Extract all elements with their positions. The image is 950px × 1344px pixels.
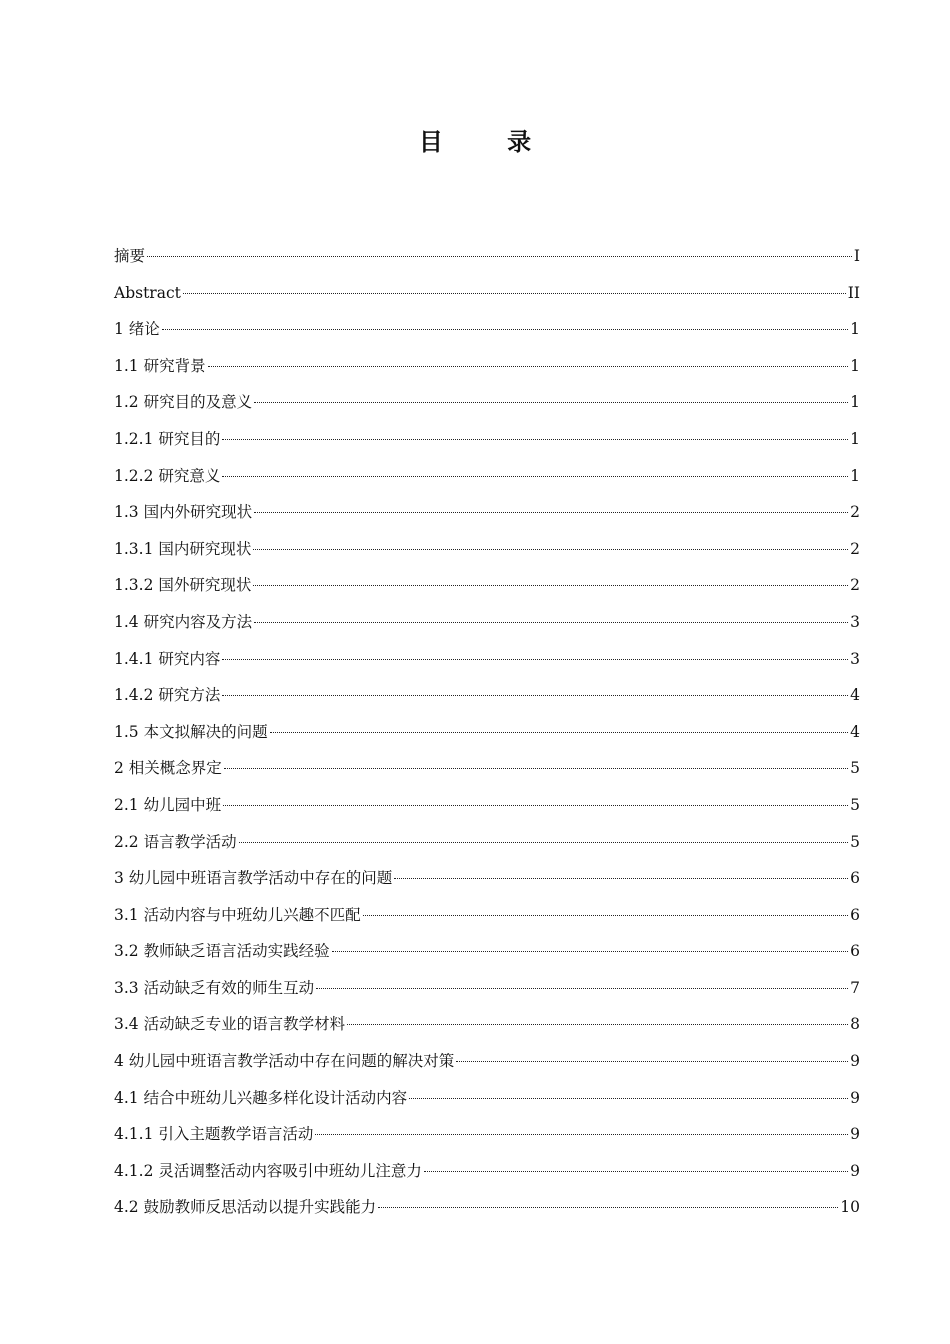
toc-leader-dots	[162, 329, 848, 330]
toc-entry[interactable]	[114, 348, 860, 385]
toc-entry[interactable]	[114, 384, 860, 421]
toc-leader-dots	[253, 549, 848, 550]
toc-entry[interactable]	[114, 933, 860, 970]
toc-leader-dots	[347, 1024, 848, 1025]
toc-leader-dots	[394, 878, 848, 879]
toc-entry-label: 2 相关概念界定	[114, 759, 222, 778]
toc-entry-label: 3.1 活动内容与中班幼儿兴趣不匹配	[114, 905, 361, 924]
toc-entry[interactable]	[114, 824, 860, 861]
toc-entry-page-number: 5	[850, 759, 860, 778]
toc-leader-dots	[183, 293, 846, 294]
toc-leader-dots	[316, 988, 848, 989]
toc-entry-page-number: 8	[850, 1015, 860, 1034]
toc-entry-page-number: 2	[850, 539, 860, 558]
toc-entry-label: 2.1 幼儿园中班	[114, 795, 222, 814]
toc-leader-dots	[254, 512, 848, 513]
toc-entry-label: 1.3.2 国外研究现状	[114, 576, 252, 595]
table-of-contents	[114, 238, 860, 1226]
toc-entry-page-number: 3	[850, 649, 860, 668]
toc-entry-page-number: 3	[850, 612, 860, 631]
toc-entry-page-number: 6	[850, 869, 860, 888]
toc-entry[interactable]	[114, 238, 860, 275]
toc-leader-dots	[409, 1098, 848, 1099]
toc-entry[interactable]	[114, 275, 860, 312]
toc-entry-label: 1.2.1 研究目的	[114, 429, 221, 448]
toc-entry-label: 摘要	[114, 247, 146, 265]
toc-leader-dots	[378, 1207, 838, 1208]
toc-entry-page-number: 7	[850, 978, 860, 997]
toc-leader-dots	[270, 732, 849, 733]
toc-entry[interactable]	[114, 677, 860, 714]
toc-entry-page-number: 1	[850, 356, 860, 375]
toc-entry-label: 1.4.2 研究方法	[114, 686, 221, 705]
toc-entry[interactable]	[114, 641, 860, 678]
toc-entry[interactable]	[114, 421, 860, 458]
toc-leader-dots	[222, 439, 848, 440]
toc-leader-dots	[315, 1134, 848, 1135]
toc-entry-label: 3.2 教师缺乏语言活动实践经验	[114, 942, 330, 961]
toc-entry-label: 1.2 研究目的及意义	[114, 393, 253, 412]
toc-entry[interactable]	[114, 1006, 860, 1043]
toc-entry-page-number: 2	[850, 576, 860, 595]
toc-entry[interactable]	[114, 311, 860, 348]
toc-entry[interactable]	[114, 1153, 860, 1190]
toc-entry-label: 1.2.2 研究意义	[114, 466, 221, 485]
toc-leader-dots	[456, 1061, 848, 1062]
toc-leader-dots	[253, 585, 848, 586]
toc-entry[interactable]	[114, 750, 860, 787]
toc-leader-dots	[424, 1171, 848, 1172]
toc-entry-label: 1.4 研究内容及方法	[114, 612, 253, 631]
toc-entry-label: 1.1 研究背景	[114, 356, 206, 375]
toc-entry-label: 4.1.1 引入主题教学语言活动	[114, 1125, 314, 1144]
toc-leader-dots	[222, 659, 848, 660]
toc-entry-label: 4.1.2 灵活调整活动内容吸引中班幼儿注意力	[114, 1161, 422, 1180]
toc-entry-label: 3 幼儿园中班语言教学活动中存在的问题	[114, 869, 393, 888]
toc-entry-label: 2.2 语言教学活动	[114, 832, 237, 851]
toc-entry-page-number: 1	[850, 429, 860, 448]
toc-entry-page-number: I	[853, 247, 860, 265]
toc-entry-page-number: 5	[850, 795, 860, 814]
toc-entry-page-number: 5	[850, 832, 860, 851]
toc-leader-dots	[254, 402, 848, 403]
toc-entry-page-number: 6	[850, 905, 860, 924]
toc-leader-dots	[222, 695, 848, 696]
toc-entry-page-number: 4	[850, 686, 860, 705]
toc-entry-page-number: 9	[850, 1088, 860, 1107]
toc-entry-page-number: 10	[840, 1198, 860, 1217]
toc-entry-page-number: 9	[850, 1052, 860, 1071]
toc-entry-page-number: 6	[850, 942, 860, 961]
toc-entry[interactable]	[114, 897, 860, 934]
toc-leader-dots	[222, 476, 848, 477]
toc-entry-label: 3.4 活动缺乏专业的语言教学材料	[114, 1015, 346, 1034]
toc-entry-label: 4 幼儿园中班语言教学活动中存在问题的解决对策	[114, 1052, 455, 1071]
toc-entry[interactable]	[114, 714, 860, 751]
toc-entry-label: 1 绪论	[114, 320, 160, 339]
toc-leader-dots	[224, 768, 848, 769]
toc-entry[interactable]	[114, 1043, 860, 1080]
toc-leader-dots	[332, 951, 849, 952]
toc-entry-page-number: 1	[850, 466, 860, 485]
toc-leader-dots	[147, 256, 852, 257]
toc-entry-label: 1.3 国内外研究现状	[114, 503, 253, 522]
toc-entry-page-number: 4	[850, 722, 860, 741]
toc-leader-dots	[223, 805, 848, 806]
toc-entry[interactable]	[114, 1116, 860, 1153]
toc-entry[interactable]	[114, 860, 860, 897]
toc-entry[interactable]	[114, 604, 860, 641]
toc-leader-dots	[363, 915, 849, 916]
toc-entry[interactable]	[114, 494, 860, 531]
toc-entry-label: 1.5 本文拟解决的问题	[114, 722, 268, 741]
toc-entry-label: 1.4.1 研究内容	[114, 649, 221, 668]
toc-entry[interactable]	[114, 567, 860, 604]
toc-entry[interactable]	[114, 787, 860, 824]
toc-entry-page-number: 9	[850, 1161, 860, 1180]
toc-leader-dots	[239, 842, 849, 843]
toc-entry-page-number: 9	[850, 1125, 860, 1144]
toc-entry-label: Abstract	[114, 283, 181, 302]
toc-entry-page-number: 1	[850, 393, 860, 412]
toc-entry-page-number: 2	[850, 503, 860, 522]
toc-entry-label: 1.3.1 国内研究现状	[114, 539, 252, 558]
toc-entry-page-number: II	[847, 283, 860, 302]
page-title: 目 录	[418, 127, 560, 156]
toc-entry-label: 4.2 鼓励教师反思活动以提升实践能力	[114, 1198, 377, 1217]
toc-entry[interactable]	[114, 458, 860, 495]
toc-entry-label: 4.1 结合中班幼儿兴趣多样化设计活动内容	[114, 1088, 408, 1107]
toc-entry[interactable]	[114, 970, 860, 1007]
toc-leader-dots	[254, 622, 848, 623]
toc-entry-label: 3.3 活动缺乏有效的师生互动	[114, 978, 315, 997]
toc-leader-dots	[208, 366, 849, 367]
toc-entry[interactable]	[114, 531, 860, 568]
toc-entry-page-number: 1	[850, 320, 860, 339]
toc-entry[interactable]	[114, 1189, 860, 1226]
toc-entry[interactable]	[114, 1080, 860, 1117]
